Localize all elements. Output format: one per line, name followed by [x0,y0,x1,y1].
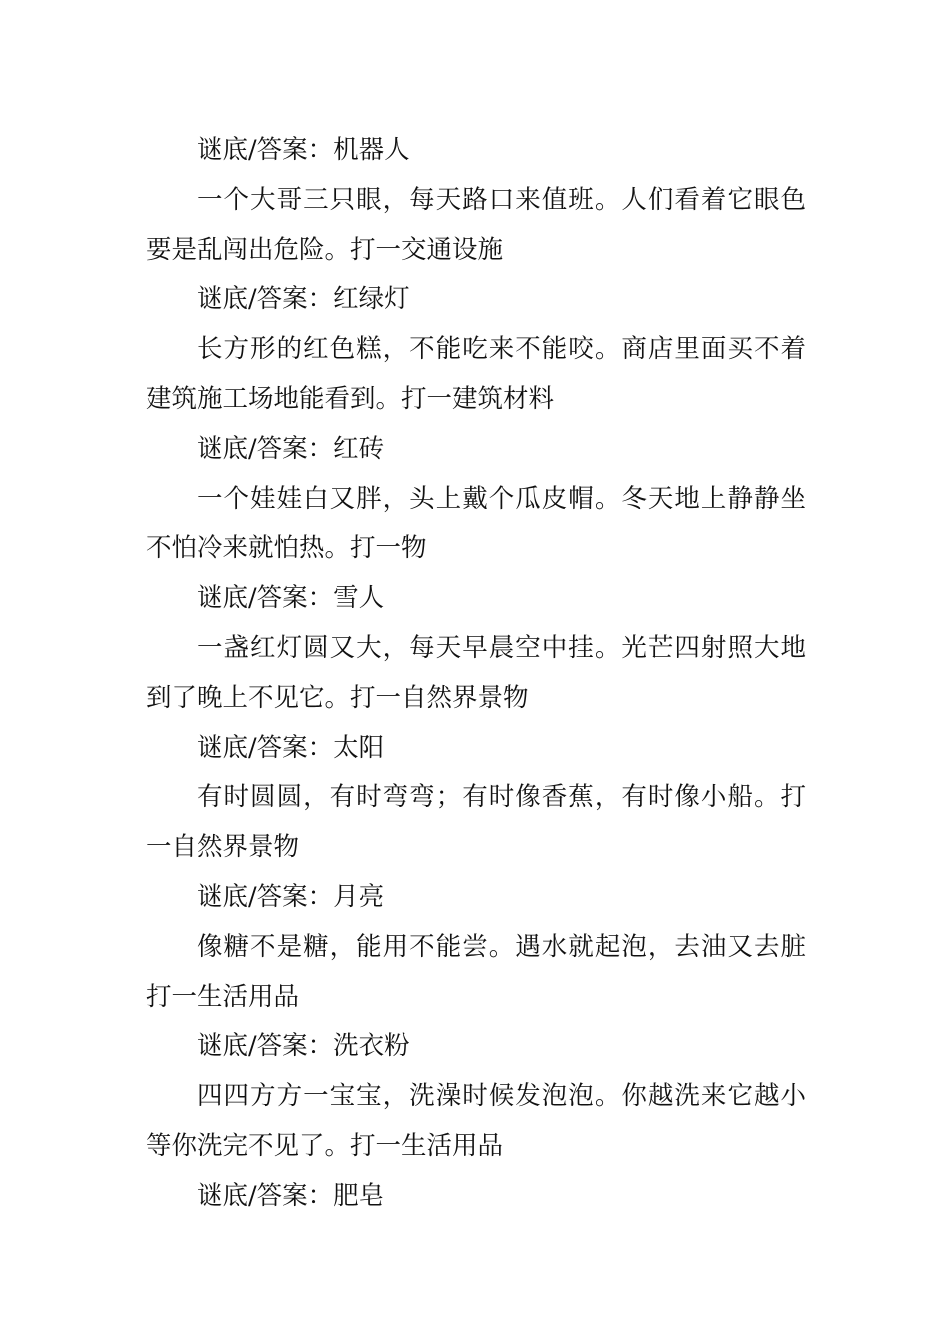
answer-line: 谜底/答案：红绿灯 [197,284,410,315]
riddle-paragraph: 有时圆圆，有时弯弯；有时像香蕉，有时像小船。打一自然界景物 [146,782,806,863]
riddle-paragraph: 一盏红灯圆又大，每天早晨空中挂。光芒四射照大地到了晚上不见它。打一自然界景物 [146,632,806,713]
answer-line: 谜底/答案：太阳 [197,732,385,763]
riddle-paragraph: 一个娃娃白又胖，头上戴个瓜皮帽。冬天地上静静坐不怕冷来就怕热。打一物 [146,483,806,564]
answer-line: 谜底/答案：月亮 [197,881,385,912]
answer-line: 谜底/答案：机器人 [197,135,410,165]
riddle-paragraph: 四四方方一宝宝，洗澡时候发泡泡。你越洗来它越小等你洗完不见了。打一生活用品 [146,1081,806,1161]
riddle-paragraph: 长方形的红色糕，不能吃来不能咬。商店里面买不着建筑施工场地能看到。打一建筑材料 [146,334,806,414]
answer-line: 谜底/答案：肥皂 [197,1180,385,1211]
answer-line: 谜底/答案：洗衣粉 [197,1031,410,1062]
riddle-paragraph: 一个大哥三只眼，每天路口来值班。人们看着它眼色要是乱闯出危险。打一交通设施 [146,184,806,265]
document-body [146,126,806,1222]
riddle-paragraph: 像糖不是糖，能用不能尝。遇水就起泡，去油又去脏打一生活用品 [146,931,806,1012]
answer-line: 谜底/答案：红砖 [197,433,385,464]
answer-line: 谜底/答案：雪人 [197,583,385,614]
